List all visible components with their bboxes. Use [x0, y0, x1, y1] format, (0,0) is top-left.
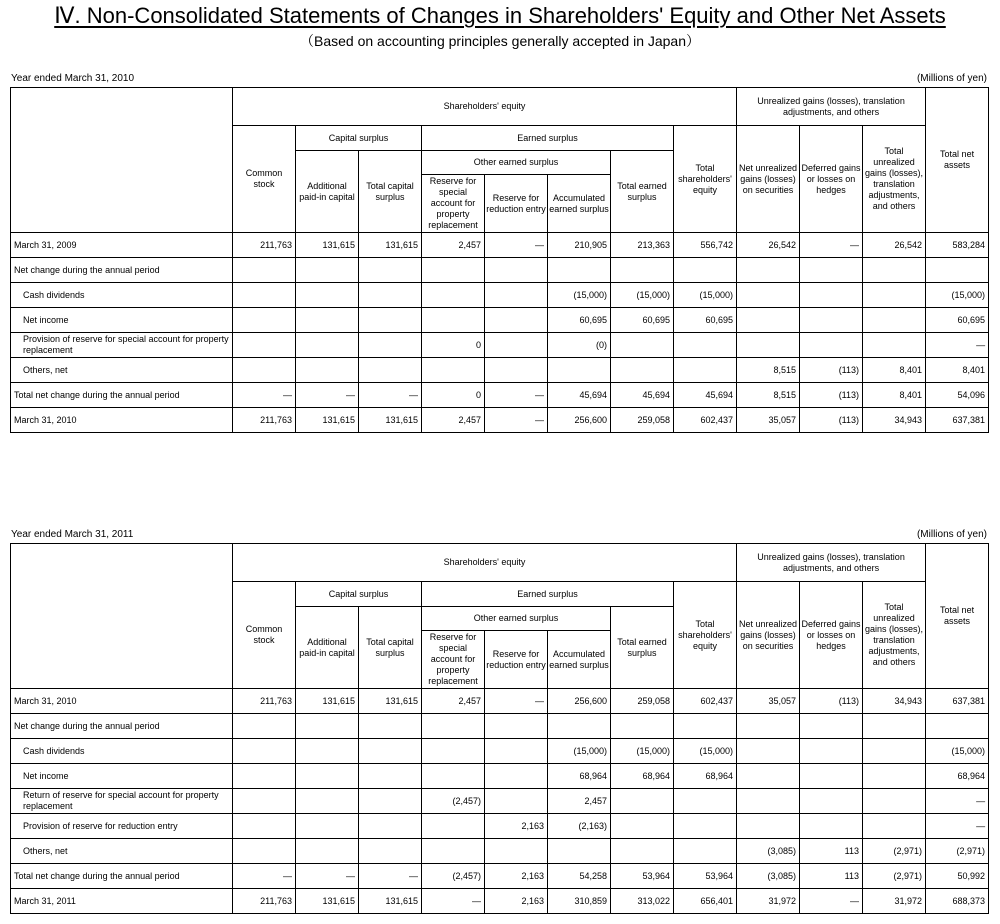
cell-total-capital-surplus [359, 333, 422, 358]
cell-accumulated-earned-surplus [548, 258, 611, 283]
cell-reserve-reduction-entry [485, 283, 548, 308]
header-capital-surplus: Capital surplus [296, 582, 422, 607]
cell-deferred-gains-hedges: 113 [800, 839, 863, 864]
cell-total-capital-surplus [359, 308, 422, 333]
cell-reserve-special-account [422, 283, 485, 308]
cell-total-net-assets: 60,695 [926, 308, 989, 333]
header-earned-surplus: Earned surplus [422, 126, 674, 151]
cell-additional-paid-in-capital [296, 283, 359, 308]
cell-total-earned-surplus: 45,694 [611, 383, 674, 408]
cell-reserve-special-account [422, 308, 485, 333]
cell-reserve-reduction-entry [485, 308, 548, 333]
cell-total-unrealized-gains [863, 714, 926, 739]
cell-additional-paid-in-capital [296, 839, 359, 864]
header-reserve-special-account: Reserve for special account for property replacement [422, 175, 485, 233]
cell-net-unrealized-gains [737, 333, 800, 358]
cell-total-unrealized-gains [863, 258, 926, 283]
row-label: Others, net [11, 358, 233, 383]
cell-net-unrealized-gains: 8,515 [737, 358, 800, 383]
cell-total-shareholders-equity [674, 358, 737, 383]
row-label: March 31, 2011 [11, 889, 233, 914]
table-row [11, 308, 989, 333]
cell-accumulated-earned-surplus: 68,964 [548, 764, 611, 789]
row-label: Cash dividends [11, 283, 233, 308]
cell-total-net-assets: 50,992 [926, 864, 989, 889]
cell-reserve-reduction-entry [485, 358, 548, 383]
cell-total-net-assets: 637,381 [926, 408, 989, 433]
cell-additional-paid-in-capital [296, 739, 359, 764]
row-label: Net income [11, 308, 233, 333]
cell-total-unrealized-gains [863, 789, 926, 814]
cell-net-unrealized-gains: 31,972 [737, 889, 800, 914]
cell-reserve-reduction-entry [485, 258, 548, 283]
cell-net-unrealized-gains: 26,542 [737, 233, 800, 258]
cell-net-unrealized-gains: 35,057 [737, 408, 800, 433]
cell-total-shareholders-equity: 602,437 [674, 689, 737, 714]
header-reserve-reduction-entry: Reserve for reduction entry [485, 175, 548, 233]
cell-total-shareholders-equity: 68,964 [674, 764, 737, 789]
table-row [11, 714, 989, 739]
cell-accumulated-earned-surplus: 210,905 [548, 233, 611, 258]
table-row [11, 764, 989, 789]
header-shareholders-equity: Shareholders' equity [233, 88, 737, 126]
cell-reserve-reduction-entry [485, 789, 548, 814]
row-label: March 31, 2010 [11, 408, 233, 433]
header-total-unrealized-gains: Total unrealized gains (losses), translation adjustments, and others [863, 582, 926, 689]
cell-reserve-reduction-entry [485, 839, 548, 864]
cell-total-net-assets: (15,000) [926, 739, 989, 764]
cell-net-unrealized-gains: 8,515 [737, 383, 800, 408]
cell-reserve-special-account [422, 714, 485, 739]
period-label-2011: Year ended March 31, 2011 [11, 529, 134, 540]
cell-accumulated-earned-surplus: 256,600 [548, 689, 611, 714]
row-label: Total net change during the annual period [11, 864, 233, 889]
cell-total-net-assets: 688,373 [926, 889, 989, 914]
cell-common-stock [233, 789, 296, 814]
cell-additional-paid-in-capital [296, 764, 359, 789]
cell-accumulated-earned-surplus: (0) [548, 333, 611, 358]
cell-net-unrealized-gains [737, 814, 800, 839]
cell-total-earned-surplus [611, 839, 674, 864]
cell-total-capital-surplus [359, 814, 422, 839]
table-row [11, 789, 989, 814]
cell-common-stock [233, 358, 296, 383]
cell-additional-paid-in-capital [296, 814, 359, 839]
cell-deferred-gains-hedges [800, 789, 863, 814]
cell-total-unrealized-gains [863, 764, 926, 789]
cell-additional-paid-in-capital: 131,615 [296, 233, 359, 258]
cell-total-earned-surplus: 259,058 [611, 689, 674, 714]
cell-total-unrealized-gains: (2,971) [863, 864, 926, 889]
cell-total-shareholders-equity: 60,695 [674, 308, 737, 333]
cell-total-unrealized-gains [863, 283, 926, 308]
cell-total-capital-surplus: 131,615 [359, 889, 422, 914]
cell-reserve-reduction-entry: ― [485, 689, 548, 714]
cell-total-unrealized-gains: (2,971) [863, 839, 926, 864]
cell-total-capital-surplus [359, 739, 422, 764]
cell-total-net-assets [926, 258, 989, 283]
cell-total-net-assets: 68,964 [926, 764, 989, 789]
header-capital-surplus: Capital surplus [296, 126, 422, 151]
cell-total-unrealized-gains [863, 308, 926, 333]
header-deferred-gains: Deferred gains or losses on hedges [800, 126, 863, 233]
cell-common-stock [233, 739, 296, 764]
cell-reserve-reduction-entry [485, 714, 548, 739]
cell-reserve-reduction-entry: 2,163 [485, 814, 548, 839]
cell-common-stock [233, 814, 296, 839]
row-label: Provision of reserve for special account for property replacement [11, 333, 233, 358]
table-row [11, 889, 989, 914]
cell-accumulated-earned-surplus: 54,258 [548, 864, 611, 889]
header-additional-paid-in-capital: Additional paid-in capital [296, 151, 359, 233]
cell-accumulated-earned-surplus: (2,163) [548, 814, 611, 839]
cell-additional-paid-in-capital [296, 258, 359, 283]
cell-total-earned-surplus: 213,363 [611, 233, 674, 258]
cell-total-net-assets: (15,000) [926, 283, 989, 308]
header-shareholders-equity: Shareholders' equity [233, 544, 737, 582]
row-label: Return of reserve for special account for property replacement [11, 789, 233, 814]
cell-additional-paid-in-capital [296, 358, 359, 383]
cell-net-unrealized-gains: (3,085) [737, 864, 800, 889]
table-row [11, 839, 989, 864]
cell-total-unrealized-gains [863, 333, 926, 358]
header-accumulated-earned-surplus: Accumulated earned surplus [548, 631, 611, 689]
cell-total-net-assets: 583,284 [926, 233, 989, 258]
header-corner [11, 88, 233, 233]
header-other-earned-surplus: Other earned surplus [422, 607, 611, 631]
cell-total-earned-surplus [611, 714, 674, 739]
table-row [11, 333, 989, 358]
cell-total-capital-surplus: 131,615 [359, 408, 422, 433]
cell-total-net-assets: ― [926, 814, 989, 839]
cell-total-capital-surplus [359, 789, 422, 814]
cell-deferred-gains-hedges: (113) [800, 383, 863, 408]
cell-reserve-special-account [422, 839, 485, 864]
cell-additional-paid-in-capital [296, 333, 359, 358]
cell-common-stock [233, 839, 296, 864]
cell-total-shareholders-equity [674, 258, 737, 283]
cell-total-net-assets: ― [926, 333, 989, 358]
cell-reserve-special-account: ― [422, 889, 485, 914]
header-additional-paid-in-capital: Additional paid-in capital [296, 607, 359, 689]
cell-total-shareholders-equity [674, 714, 737, 739]
page-subtitle: （Based on accounting principles generally accepted in Japan） [299, 33, 701, 49]
cell-additional-paid-in-capital: 131,615 [296, 889, 359, 914]
cell-deferred-gains-hedges [800, 308, 863, 333]
cell-total-net-assets: 8,401 [926, 358, 989, 383]
cell-total-net-assets: 54,096 [926, 383, 989, 408]
cell-accumulated-earned-surplus: (15,000) [548, 283, 611, 308]
cell-net-unrealized-gains [737, 764, 800, 789]
cell-net-unrealized-gains: 35,057 [737, 689, 800, 714]
cell-total-shareholders-equity: 602,437 [674, 408, 737, 433]
cell-total-capital-surplus: 131,615 [359, 689, 422, 714]
cell-reserve-special-account: (2,457) [422, 789, 485, 814]
header-corner [11, 544, 233, 689]
header-accumulated-earned-surplus: Accumulated earned surplus [548, 175, 611, 233]
cell-additional-paid-in-capital [296, 714, 359, 739]
header-total-capital-surplus: Total capital surplus [359, 151, 422, 233]
cell-accumulated-earned-surplus: (15,000) [548, 739, 611, 764]
cell-deferred-gains-hedges [800, 739, 863, 764]
cell-total-shareholders-equity: 656,401 [674, 889, 737, 914]
cell-total-shareholders-equity [674, 333, 737, 358]
cell-common-stock [233, 764, 296, 789]
header-total-unrealized-gains: Total unrealized gains (losses), translation adjustments, and others [863, 126, 926, 233]
table-row [11, 383, 989, 408]
cell-reserve-special-account [422, 358, 485, 383]
header-common-stock: Common stock [233, 126, 296, 233]
cell-reserve-special-account [422, 739, 485, 764]
header-unrealized-group: Unrealized gains (losses), translation adjustments, and others [737, 544, 926, 582]
cell-total-capital-surplus [359, 839, 422, 864]
header-total-earned-surplus: Total earned surplus [611, 607, 674, 689]
equity-table-2011 [10, 543, 989, 914]
cell-deferred-gains-hedges [800, 764, 863, 789]
cell-net-unrealized-gains [737, 714, 800, 739]
header-deferred-gains: Deferred gains or losses on hedges [800, 582, 863, 689]
table-row [11, 258, 989, 283]
cell-reserve-special-account: 0 [422, 383, 485, 408]
cell-accumulated-earned-surplus: 60,695 [548, 308, 611, 333]
cell-deferred-gains-hedges [800, 333, 863, 358]
cell-total-shareholders-equity [674, 789, 737, 814]
cell-reserve-special-account [422, 258, 485, 283]
cell-total-capital-surplus [359, 258, 422, 283]
row-label: Net change during the annual period [11, 714, 233, 739]
cell-total-shareholders-equity: 53,964 [674, 864, 737, 889]
cell-accumulated-earned-surplus: 256,600 [548, 408, 611, 433]
cell-reserve-reduction-entry [485, 739, 548, 764]
cell-total-earned-surplus [611, 814, 674, 839]
cell-total-unrealized-gains [863, 814, 926, 839]
cell-net-unrealized-gains [737, 258, 800, 283]
cell-total-earned-surplus [611, 258, 674, 283]
cell-additional-paid-in-capital [296, 789, 359, 814]
cell-reserve-reduction-entry: ― [485, 233, 548, 258]
cell-reserve-special-account: 2,457 [422, 233, 485, 258]
row-label: March 31, 2009 [11, 233, 233, 258]
cell-accumulated-earned-surplus: 2,457 [548, 789, 611, 814]
cell-total-shareholders-equity: 556,742 [674, 233, 737, 258]
cell-total-earned-surplus: (15,000) [611, 283, 674, 308]
cell-total-shareholders-equity [674, 814, 737, 839]
cell-reserve-reduction-entry [485, 764, 548, 789]
cell-net-unrealized-gains [737, 308, 800, 333]
cell-reserve-special-account: 0 [422, 333, 485, 358]
row-label: Net income [11, 764, 233, 789]
cell-total-capital-surplus: ― [359, 383, 422, 408]
page-title: Ⅳ. Non-Consolidated Statements of Changes in Shareholders' Equity and Other Net Assets [54, 3, 946, 28]
cell-deferred-gains-hedges: (113) [800, 358, 863, 383]
header-reserve-special-account: Reserve for special account for property replacement [422, 631, 485, 689]
cell-common-stock [233, 258, 296, 283]
header-total-net-assets: Total net assets [926, 88, 989, 233]
cell-total-earned-surplus [611, 333, 674, 358]
row-label: Others, net [11, 839, 233, 864]
cell-deferred-gains-hedges [800, 283, 863, 308]
cell-total-earned-surplus [611, 358, 674, 383]
table-row [11, 814, 989, 839]
cell-net-unrealized-gains [737, 739, 800, 764]
cell-total-earned-surplus: 68,964 [611, 764, 674, 789]
table-row [11, 689, 989, 714]
cell-deferred-gains-hedges: 113 [800, 864, 863, 889]
cell-total-shareholders-equity: (15,000) [674, 283, 737, 308]
header-earned-surplus: Earned surplus [422, 582, 674, 607]
cell-accumulated-earned-surplus [548, 358, 611, 383]
cell-net-unrealized-gains [737, 789, 800, 814]
header-total-shareholders-equity: Total shareholders' equity [674, 582, 737, 689]
cell-additional-paid-in-capital [296, 308, 359, 333]
cell-total-unrealized-gains [863, 739, 926, 764]
cell-reserve-reduction-entry: 2,163 [485, 889, 548, 914]
header-total-earned-surplus: Total earned surplus [611, 151, 674, 233]
cell-reserve-special-account: 2,457 [422, 408, 485, 433]
cell-common-stock [233, 283, 296, 308]
cell-accumulated-earned-surplus: 45,694 [548, 383, 611, 408]
table-row [11, 358, 989, 383]
cell-total-net-assets [926, 714, 989, 739]
cell-total-unrealized-gains: 8,401 [863, 383, 926, 408]
cell-common-stock: 211,763 [233, 889, 296, 914]
cell-deferred-gains-hedges [800, 814, 863, 839]
header-total-capital-surplus: Total capital surplus [359, 607, 422, 689]
row-label: Net change during the annual period [11, 258, 233, 283]
cell-common-stock: ― [233, 864, 296, 889]
cell-total-capital-surplus [359, 714, 422, 739]
cell-reserve-special-account: 2,457 [422, 689, 485, 714]
cell-total-capital-surplus [359, 358, 422, 383]
cell-total-earned-surplus [611, 789, 674, 814]
cell-total-net-assets: 637,381 [926, 689, 989, 714]
cell-accumulated-earned-surplus: 310,859 [548, 889, 611, 914]
cell-total-shareholders-equity [674, 839, 737, 864]
cell-deferred-gains-hedges: ― [800, 889, 863, 914]
cell-reserve-reduction-entry: ― [485, 408, 548, 433]
cell-deferred-gains-hedges [800, 258, 863, 283]
cell-total-unrealized-gains: 34,943 [863, 408, 926, 433]
period-label-2010: Year ended March 31, 2010 [11, 73, 135, 84]
cell-total-shareholders-equity: (15,000) [674, 739, 737, 764]
unit-label-2011: (Millions of yen) [916, 529, 987, 540]
cell-net-unrealized-gains [737, 283, 800, 308]
cell-deferred-gains-hedges: (113) [800, 689, 863, 714]
cell-total-earned-surplus: 313,022 [611, 889, 674, 914]
cell-net-unrealized-gains: (3,085) [737, 839, 800, 864]
cell-total-capital-surplus: 131,615 [359, 233, 422, 258]
cell-common-stock: 211,763 [233, 233, 296, 258]
cell-total-earned-surplus: 60,695 [611, 308, 674, 333]
unit-label-2010: (Millions of yen) [916, 73, 987, 84]
cell-common-stock: 211,763 [233, 408, 296, 433]
header-net-unrealized-gains: Net unrealized gains (losses) on securities [737, 582, 800, 689]
header-total-net-assets: Total net assets [926, 544, 989, 689]
cell-common-stock: 211,763 [233, 689, 296, 714]
cell-total-unrealized-gains: 26,542 [863, 233, 926, 258]
cell-total-earned-surplus: 53,964 [611, 864, 674, 889]
cell-reserve-reduction-entry: ― [485, 383, 548, 408]
header-reserve-reduction-entry: Reserve for reduction entry [485, 631, 548, 689]
cell-total-unrealized-gains: 8,401 [863, 358, 926, 383]
cell-total-capital-surplus: ― [359, 864, 422, 889]
row-label: Total net change during the annual period [11, 383, 233, 408]
cell-additional-paid-in-capital: ― [296, 383, 359, 408]
cell-common-stock [233, 308, 296, 333]
cell-deferred-gains-hedges: (113) [800, 408, 863, 433]
equity-table-2010 [10, 87, 989, 433]
cell-additional-paid-in-capital: 131,615 [296, 689, 359, 714]
cell-common-stock [233, 714, 296, 739]
cell-total-net-assets: ― [926, 789, 989, 814]
cell-deferred-gains-hedges: ― [800, 233, 863, 258]
table-row [11, 283, 989, 308]
header-common-stock: Common stock [233, 582, 296, 689]
cell-total-earned-surplus: (15,000) [611, 739, 674, 764]
cell-total-unrealized-gains: 31,972 [863, 889, 926, 914]
cell-total-earned-surplus: 259,058 [611, 408, 674, 433]
cell-deferred-gains-hedges [800, 714, 863, 739]
cell-additional-paid-in-capital: ― [296, 864, 359, 889]
header-other-earned-surplus: Other earned surplus [422, 151, 611, 175]
header-unrealized-group: Unrealized gains (losses), translation adjustments, and others [737, 88, 926, 126]
cell-total-shareholders-equity: 45,694 [674, 383, 737, 408]
table-row [11, 408, 989, 433]
table-row [11, 233, 989, 258]
row-label: Cash dividends [11, 739, 233, 764]
cell-total-capital-surplus [359, 764, 422, 789]
cell-total-net-assets: (2,971) [926, 839, 989, 864]
row-label: Provision of reserve for reduction entry [11, 814, 233, 839]
table-row [11, 864, 989, 889]
header-net-unrealized-gains: Net unrealized gains (losses) on securities [737, 126, 800, 233]
cell-common-stock: ― [233, 383, 296, 408]
cell-accumulated-earned-surplus [548, 839, 611, 864]
cell-additional-paid-in-capital: 131,615 [296, 408, 359, 433]
cell-reserve-special-account [422, 814, 485, 839]
cell-reserve-reduction-entry: 2,163 [485, 864, 548, 889]
cell-accumulated-earned-surplus [548, 714, 611, 739]
cell-reserve-reduction-entry [485, 333, 548, 358]
header-total-shareholders-equity: Total shareholders' equity [674, 126, 737, 233]
row-label: March 31, 2010 [11, 689, 233, 714]
cell-total-unrealized-gains: 34,943 [863, 689, 926, 714]
cell-reserve-special-account: (2,457) [422, 864, 485, 889]
cell-reserve-special-account [422, 764, 485, 789]
cell-common-stock [233, 333, 296, 358]
table-row [11, 739, 989, 764]
cell-total-capital-surplus [359, 283, 422, 308]
